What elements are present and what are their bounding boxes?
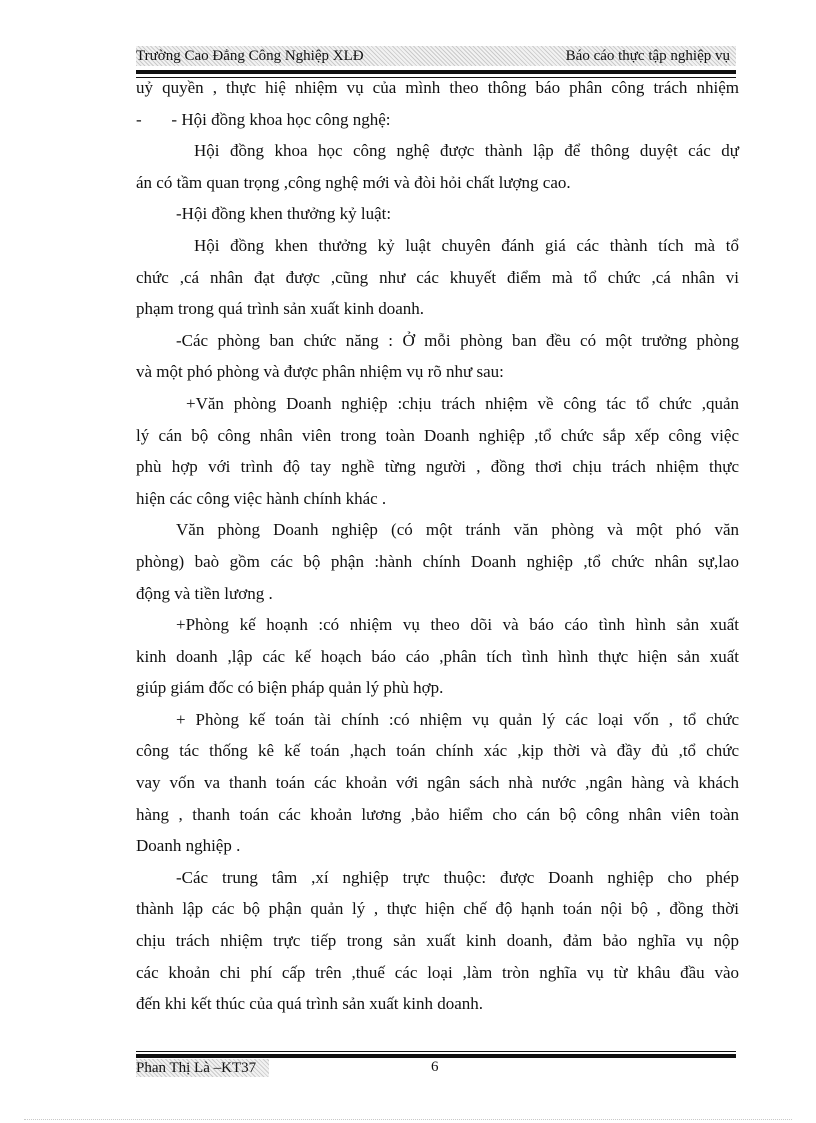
body-line: công tác thống kê kế toán ,hạch toán chính xác ,kịp thời và đầy đủ ,tổ chức: [136, 741, 739, 761]
body-line: hiện các công việc hành chính khác .: [136, 488, 387, 508]
body-line: vay vốn va thanh toán các khoản với ngân sách nhà nước ,ngân hàng và khách: [136, 773, 739, 793]
body-line: Hội đồng khen thưởng kỷ luật chuyên đánh giá các thành tích mà tổ: [194, 235, 739, 255]
page-number: 6: [431, 1059, 439, 1075]
body-line: -Các phòng ban chức năng : Ở mỗi phòng ban đều có một trưởng phòng: [176, 330, 739, 350]
body-line: kinh doanh ,lập các kế hoạch báo cáo ,phân tích tình hình thực hiện sản xuất: [136, 646, 739, 666]
body-line: + Phòng kế toán tài chính :có nhiệm vụ quản lý các loại vốn , tổ chức: [176, 709, 739, 729]
body-line: thành lập các bộ phận quản lý , thực hiện chế độ hạnh toán nội bộ , đồng thời: [136, 899, 739, 919]
body-line: Doanh nghiệp .: [136, 836, 241, 856]
footer-rule-thin: [136, 1051, 736, 1052]
body-line: Hội đồng khoa học công nghệ được thành lập để thông duyệt các dự: [194, 141, 739, 161]
header-school-name: Trường Cao Đẳng Công Nghiệp XLĐ: [136, 48, 364, 64]
body-line: chịu trách nhiệm trực tiếp trong sản xuất kinh doanh, đảm bảo nghĩa vụ nộp: [136, 931, 739, 951]
page-header: [136, 46, 736, 66]
body-line: phạm trong quá trình sản xuất kinh doanh.: [136, 299, 425, 319]
body-line: uỷ quyền , thực hiệ nhiệm vụ của mình theo thông báo phân công trách nhiệm: [136, 78, 739, 97]
footer-author: Phan Thị Là –KT37: [136, 1059, 269, 1077]
body-line: phòng) baò gồm các bộ phận :hành chính Doanh nghiệp ,tổ chức nhân sự,lao: [136, 551, 739, 571]
body-line: - - Hội đồng khoa học công nghệ:: [136, 109, 391, 129]
body-line: lý cán bộ công nhân viên trong toàn Doanh nghiệp ,tổ chức sắp xếp công việc: [136, 425, 739, 445]
body-line: +Văn phòng Doanh nghiệp :chịu trách nhiệm về công tác tổ chức ,quản: [186, 393, 739, 413]
body-line: các khoản chi phí cấp trên ,thuế các loại ,làm tròn nghĩa vụ từ khâu đầu vào: [136, 962, 739, 982]
body-line: -Hội đồng khen thưởng kỷ luật:: [176, 204, 392, 224]
body-line: án có tầm quan trọng ,công nghệ mới và đòi hỏi chất lượng cao.: [136, 172, 571, 192]
body-line: giúp giám đốc có biện pháp quản lý phù hợp.: [136, 678, 444, 698]
body-line: +Phòng kế hoạnh :có nhiệm vụ theo dõi và báo cáo tình hình sản xuất: [176, 615, 739, 635]
body-line: chức ,cá nhân đạt được ,cũng như các khuyết điểm mà tổ chức ,cá nhân vi: [136, 267, 739, 287]
body-line: Văn phòng Doanh nghiệp (có một tránh văn phòng và một phó văn: [176, 520, 739, 540]
body-line: và một phó phòng và được phân nhiệm vụ rõ như sau:: [136, 362, 504, 382]
body-line: động và tiền lương .: [136, 583, 273, 603]
page-bottom-edge: [24, 1119, 792, 1120]
body-line: phù hợp với trình độ tay nghề từng người , đồng thơi chịu trách nhiệm thực: [136, 457, 739, 477]
document-body: [136, 72, 739, 1020]
body-line: hàng , thanh toán các khoản lương ,bảo hiểm cho cán bộ công nhân viên toàn: [136, 804, 739, 824]
body-line: -Các trung tâm ,xí nghiệp trực thuộc: được Doanh nghiệp cho phép: [176, 867, 739, 887]
header-report-title: Báo cáo thực tập nghiệp vụ: [565, 48, 730, 64]
body-line: đến khi kết thúc của quá trình sản xuất kinh doanh.: [136, 994, 483, 1014]
